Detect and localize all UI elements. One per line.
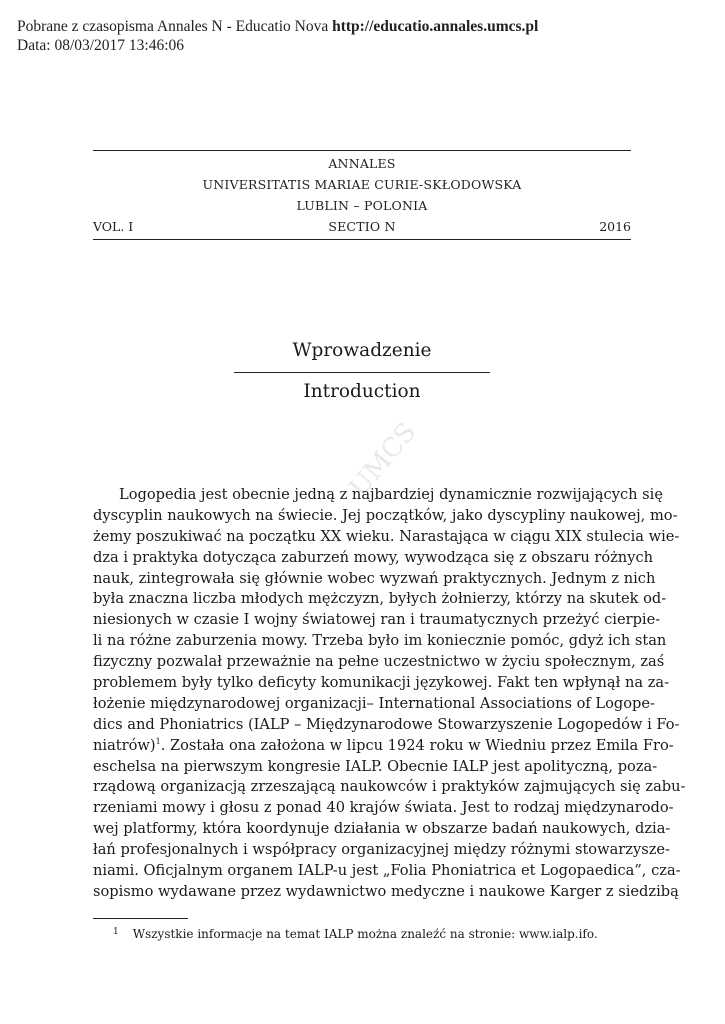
body-line-part: niatrów) [93, 736, 156, 754]
download-info [17, 17, 538, 55]
body-line: fizyczny pozwalał przeważnie na pełne uczestnictwo w życiu społecznym, zaś [93, 653, 665, 671]
journal-volume: VOL. I [93, 219, 134, 234]
title-polish: Wprowadzenie [292, 340, 432, 361]
body-line: dyscyplin naukowych na świecie. Jej początków, jako dyscypliny naukowej, mo- [93, 506, 678, 524]
body-line: łożenie międzynarodowej organizacji– International Associations of Logope- [93, 694, 655, 712]
footnote-reference[interactable]: 1 [155, 736, 161, 746]
journal-name-line1: ANNALES [328, 156, 396, 171]
download-source-prefix: Pobrane z czasopisma Annales N - Educatio Nova [17, 18, 333, 35]
umcs-watermark: UMCS [343, 417, 423, 503]
footnote [113, 927, 598, 941]
download-source-url[interactable]: http://educatio.annales.umcs.pl [332, 18, 539, 35]
body-line: li na różne zaburzenia mowy. Trzeba było im koniecznie pomóc, gdyż ich stan [93, 632, 667, 650]
title-separator [234, 372, 490, 373]
journal-name-line2: UNIVERSITATIS MARIAE CURIE-SKŁODOWSKA [202, 177, 522, 192]
journal-year: 2016 [599, 219, 631, 234]
journal-location: LUBLIN – POLONIA [296, 198, 428, 213]
title-english: Introduction [303, 381, 421, 402]
body-line: sopismo wydawane przez wydawnictwo medyczne i naukowe Karger z siedzibą [93, 882, 679, 900]
download-source-line [17, 17, 538, 36]
body-line: niami. Oficjalnym organem IALP-u jest „Folia Phoniatrica et Logopaedica”, cza- [93, 862, 681, 880]
body-line: eschelsa na pierwszym kongresie IALP. Obecnie IALP jest apolityczną, poza- [93, 757, 658, 775]
body-line: dics and Phoniatrics (IALP – Międzynarodowe Stowarzyszenie Logopedów i Fo- [93, 715, 680, 733]
footnote-number: 1 [113, 927, 119, 937]
body-line: rządową organizacją zrzeszającą naukowców i praktyków zajmujących się zabu- [93, 778, 686, 796]
body-line: była znaczna liczba młodych mężczyzn, byłych żołnierzy, którzy na skutek od- [93, 590, 667, 608]
header-top-rule [93, 150, 631, 151]
body-line: nauk, zintegrowała się głównie wobec wyzwań praktycznych. Jednym z nich [93, 569, 656, 587]
download-date: Data: 08/03/2017 13:46:06 [17, 37, 185, 54]
body-line-with-footnote: niatrów)$^1$. Została ona założona w lipcu 1924 roku w Wiedniu przez Emila Fro- [93, 736, 674, 754]
header-bottom-rule [93, 239, 631, 240]
body-line: dza i praktyka dotycząca zaburzeń mowy, wywodząca się z obszaru różnych [93, 548, 654, 566]
journal-section: SECTIO N [328, 219, 396, 234]
body-line: Logopedia jest obecnie jedną z najbardziej dynamicznie rozwijających się [119, 486, 663, 503]
article-body [93, 485, 686, 903]
footnote-separator [93, 918, 188, 919]
body-line: problemem były tylko deficyty komunikacji językowej. Fakt ten wpłynął na za- [93, 674, 670, 692]
body-line: łań profesjonalnych i współpracy organizacyjnej między różnymi stowarzysze- [93, 841, 670, 859]
body-line-part: Została ona założona w lipcu 1924 roku w Wiedniu przez Emila Fro- [169, 736, 674, 754]
body-line: rzeniami mowy i głosu z ponad 40 krajów świata. Jest to rodzaj międzynarodo- [93, 799, 674, 817]
body-line: żemy poszukiwać na początku XX wieku. Narastająca w ciągu XIX stulecia wie- [93, 527, 680, 545]
body-line: wej platformy, która koordynuje działania w obszarze badań naukowych, dzia- [93, 820, 671, 838]
body-line: niesionych w czasie I wojny światowej ran i traumatycznych przeżyć cierpie- [93, 611, 661, 629]
footnote-text: Wszystkie informacje na temat IALP można znaleźć na stronie: www.ialp.ifo. [132, 927, 598, 941]
